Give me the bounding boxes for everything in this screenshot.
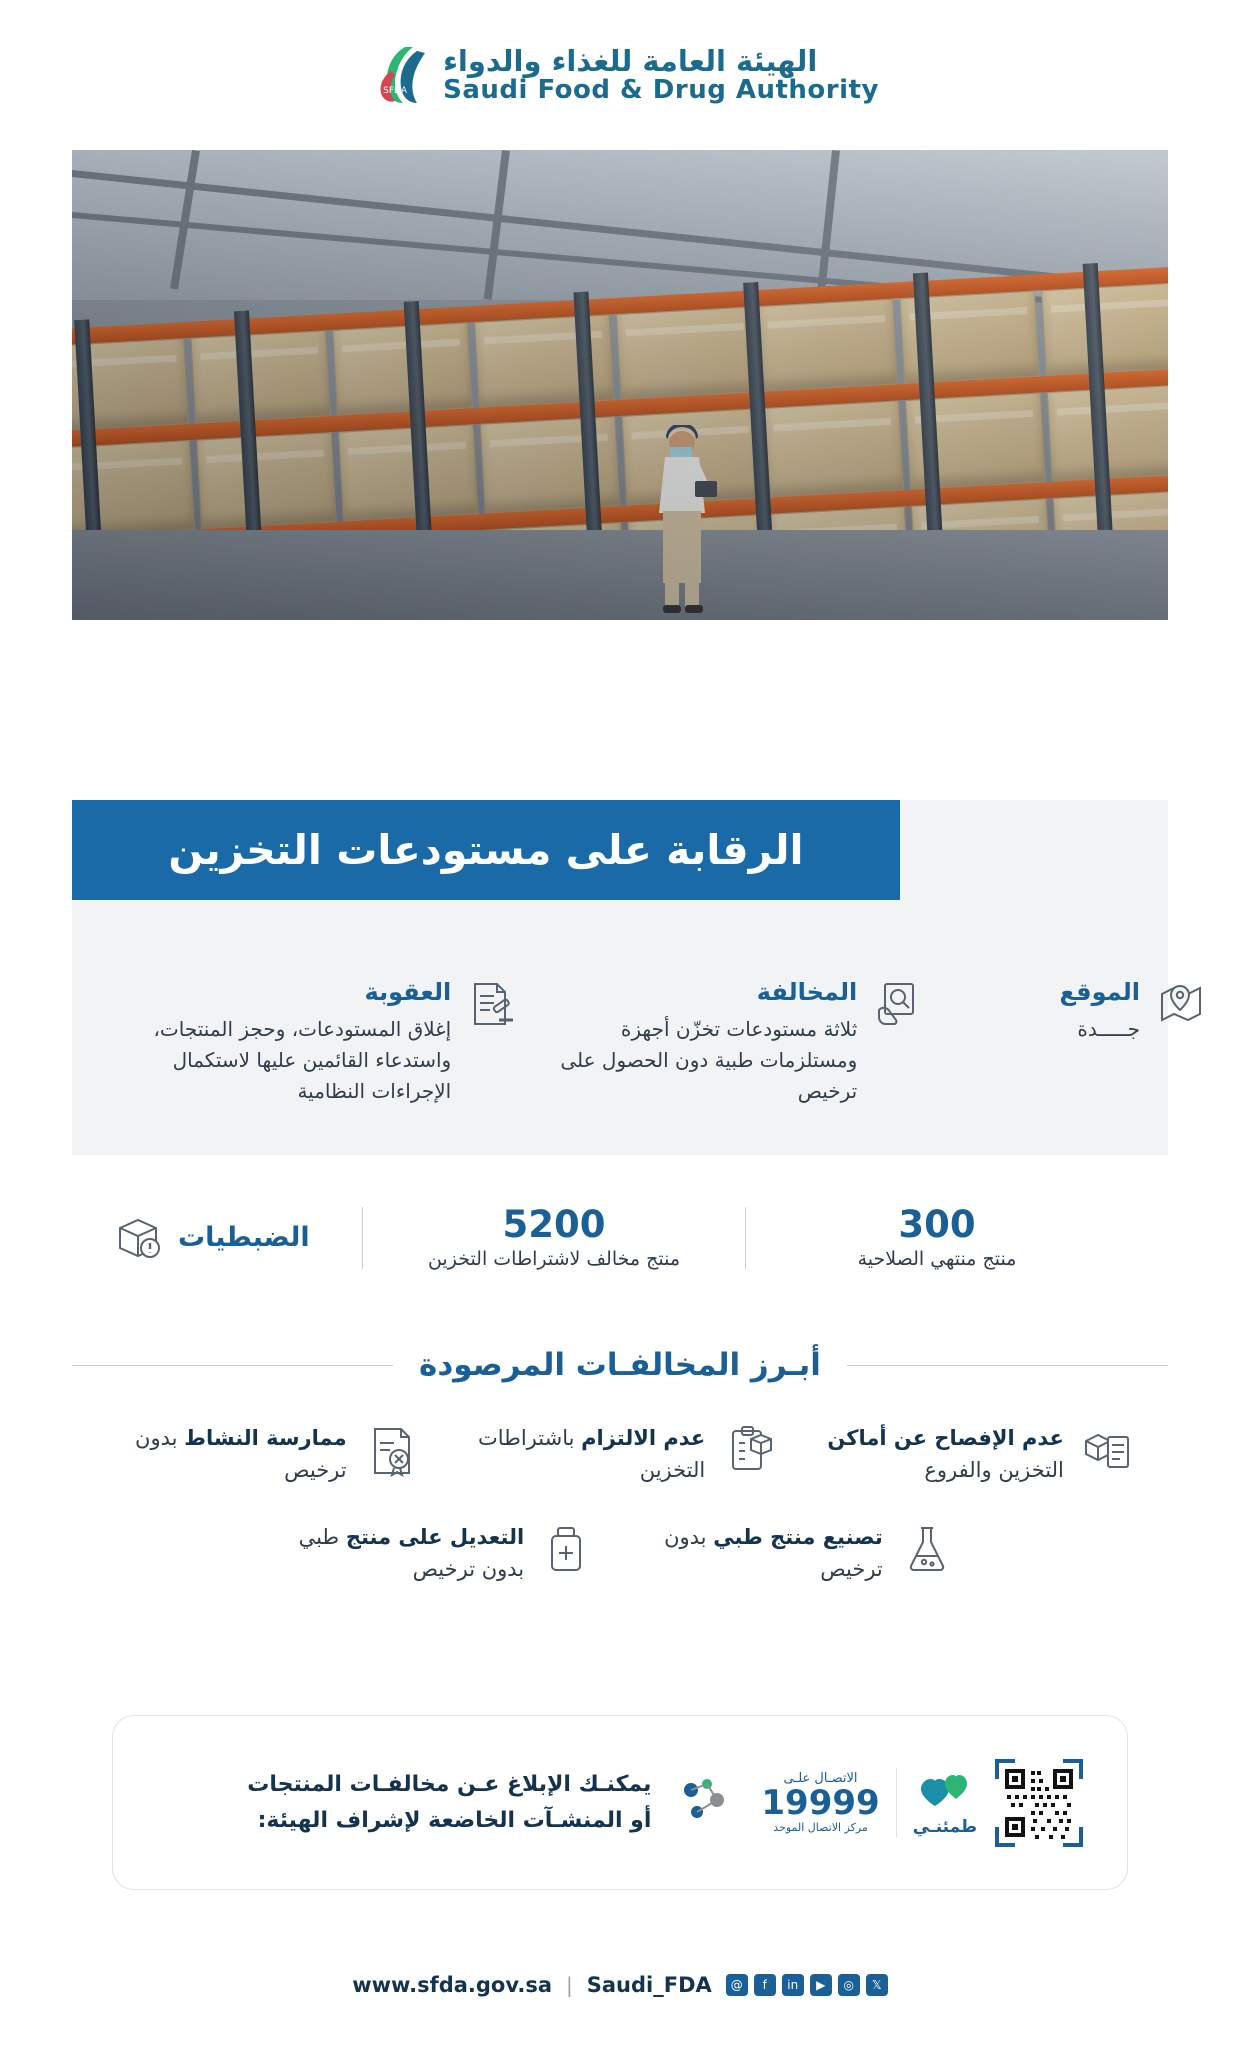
violation-heading: المخالفة bbox=[756, 978, 858, 1006]
seizures-row bbox=[72, 1185, 1168, 1290]
violation-rest: طبي بدون ترخيص bbox=[298, 1525, 525, 1581]
info-location bbox=[959, 978, 1206, 1045]
location-heading: الموقع bbox=[1059, 978, 1140, 1006]
violation-item bbox=[799, 1405, 1158, 1504]
report-line-1: يمكنـك الإبلاغ عـن مخالفـات المنتجات bbox=[247, 1772, 652, 1798]
violations-section-heading bbox=[72, 1340, 1168, 1390]
warehouse-photo-illustration bbox=[72, 150, 1168, 620]
report-line-2: أو المنشـآت الخاضعة لإشراف الهيئة: bbox=[257, 1807, 652, 1833]
penalty-heading: العقوبة bbox=[364, 978, 452, 1006]
rule-right bbox=[72, 1365, 393, 1366]
threads-icon[interactable]: @ bbox=[726, 1974, 748, 1996]
location-body: جـــــدة bbox=[1077, 1017, 1140, 1041]
gavel-document-icon bbox=[465, 978, 517, 1030]
violation-text bbox=[640, 1522, 883, 1585]
info-violation bbox=[553, 978, 923, 1107]
violation-text bbox=[821, 1423, 1064, 1486]
magnifier-hand-icon bbox=[871, 978, 923, 1030]
tamanni-app-block bbox=[913, 1769, 977, 1837]
social-handle: Saudi_FDA bbox=[586, 1973, 712, 1997]
divider bbox=[745, 1207, 746, 1269]
logo-text bbox=[443, 46, 879, 104]
penalty-body: إغلاق المستودعات، وحجز المنتجات، واستدعاء القائمين عليها لاستكمال الإجراءات النظامية bbox=[153, 1017, 452, 1103]
stat-caption: منتج منتهي الصلاحية bbox=[857, 1247, 1017, 1270]
sfda-logo bbox=[361, 41, 879, 109]
page-title: الرقابة على مستودعات التخزين bbox=[168, 826, 804, 874]
stat-caption: منتج مخالف لاشتراطات التخزين bbox=[427, 1247, 681, 1270]
qr-code[interactable] bbox=[993, 1757, 1085, 1849]
tamanni-app-name: طمئنـي bbox=[912, 1816, 977, 1837]
box-alert-icon bbox=[112, 1212, 164, 1264]
x-icon[interactable]: 𝕏 bbox=[866, 1974, 888, 1996]
violation-bold: ممارسة النشاط bbox=[184, 1426, 347, 1450]
seizures-label: الضبطيات bbox=[178, 1222, 310, 1253]
violation-item bbox=[82, 1405, 441, 1504]
violations-heading-text: أبـرز المخالفـات المرصودة bbox=[419, 1347, 821, 1383]
call-center-subtitle: مركز الاتصال الموحد bbox=[773, 1821, 868, 1835]
violation-rest: باشتراطات التخزين bbox=[477, 1426, 706, 1482]
page-header bbox=[0, 0, 1240, 150]
license-denied-icon bbox=[363, 1423, 419, 1479]
youtube-icon[interactable]: ▶ bbox=[810, 1974, 832, 1996]
call-center-prefix: الاتصـال علـى bbox=[783, 1770, 858, 1786]
violation-rest: بدون ترخيص bbox=[664, 1525, 883, 1581]
flask-icon bbox=[899, 1522, 955, 1578]
rule-left bbox=[847, 1365, 1168, 1366]
svg-text:SFDA: SFDA bbox=[383, 86, 408, 96]
tawakkalna-dots-icon bbox=[677, 1772, 735, 1834]
violation-item bbox=[441, 1405, 800, 1504]
footer-separator: | bbox=[566, 1973, 573, 1997]
violation-bold: عدم الالتزام bbox=[581, 1426, 706, 1450]
linkedin-icon[interactable]: in bbox=[782, 1974, 804, 1996]
seizures-label-group bbox=[112, 1212, 362, 1264]
violation-text bbox=[104, 1423, 347, 1486]
divider bbox=[362, 1207, 363, 1269]
instagram-icon[interactable]: ◎ bbox=[838, 1974, 860, 1996]
hero-photo bbox=[72, 150, 1168, 620]
violation-text bbox=[463, 1423, 706, 1486]
sfda-logo-mark-icon bbox=[361, 41, 429, 109]
logo-arabic-name: الهيئة العامة للغذاء والدواء bbox=[443, 44, 818, 79]
call-center-number-group bbox=[761, 1771, 879, 1835]
medicine-bottle-icon bbox=[540, 1522, 596, 1578]
logo-english-name: Saudi Food & Drug Authority bbox=[443, 74, 879, 105]
report-text bbox=[155, 1767, 651, 1837]
facebook-icon[interactable]: f bbox=[754, 1974, 776, 1996]
page-title-band bbox=[72, 800, 900, 900]
stat-storage-violations bbox=[363, 1205, 745, 1270]
violation-body: ثلاثة مستودعات تخزّن أجهزة ومستلزمات طبية دون الحصول على ترخيص bbox=[560, 1017, 858, 1103]
clipboard-box-icon bbox=[721, 1423, 777, 1479]
info-penalty bbox=[106, 978, 517, 1107]
website-url[interactable]: www.sfda.gov.sa bbox=[352, 1973, 552, 1997]
call-center-number: 19999 bbox=[761, 1782, 880, 1823]
violation-item bbox=[618, 1504, 977, 1603]
violation-text bbox=[282, 1522, 525, 1585]
page-footer bbox=[0, 1955, 1240, 2015]
stat-expired-products bbox=[746, 1205, 1128, 1270]
call-center-block bbox=[761, 1757, 1085, 1849]
social-icons[interactable] bbox=[726, 1974, 888, 1996]
stat-number: 5200 bbox=[502, 1203, 606, 1247]
violation-item bbox=[260, 1504, 619, 1603]
violation-bold: عدم الإفصاح عن أماكن bbox=[827, 1426, 1064, 1450]
violation-rest: بدون ترخيص bbox=[135, 1426, 347, 1482]
heart-shield-icon bbox=[916, 1769, 974, 1813]
info-row bbox=[72, 950, 1168, 1150]
violation-bold: التعديل على منتج bbox=[345, 1525, 525, 1549]
violation-rest: التخزين والفروع bbox=[924, 1457, 1064, 1482]
violation-bold: تصنيع منتج طبي bbox=[713, 1525, 883, 1549]
map-pin-icon bbox=[1154, 978, 1206, 1030]
violations-grid bbox=[72, 1405, 1168, 1603]
boxes-document-icon bbox=[1080, 1423, 1136, 1479]
report-box bbox=[112, 1715, 1128, 1890]
stat-number: 300 bbox=[898, 1203, 976, 1247]
